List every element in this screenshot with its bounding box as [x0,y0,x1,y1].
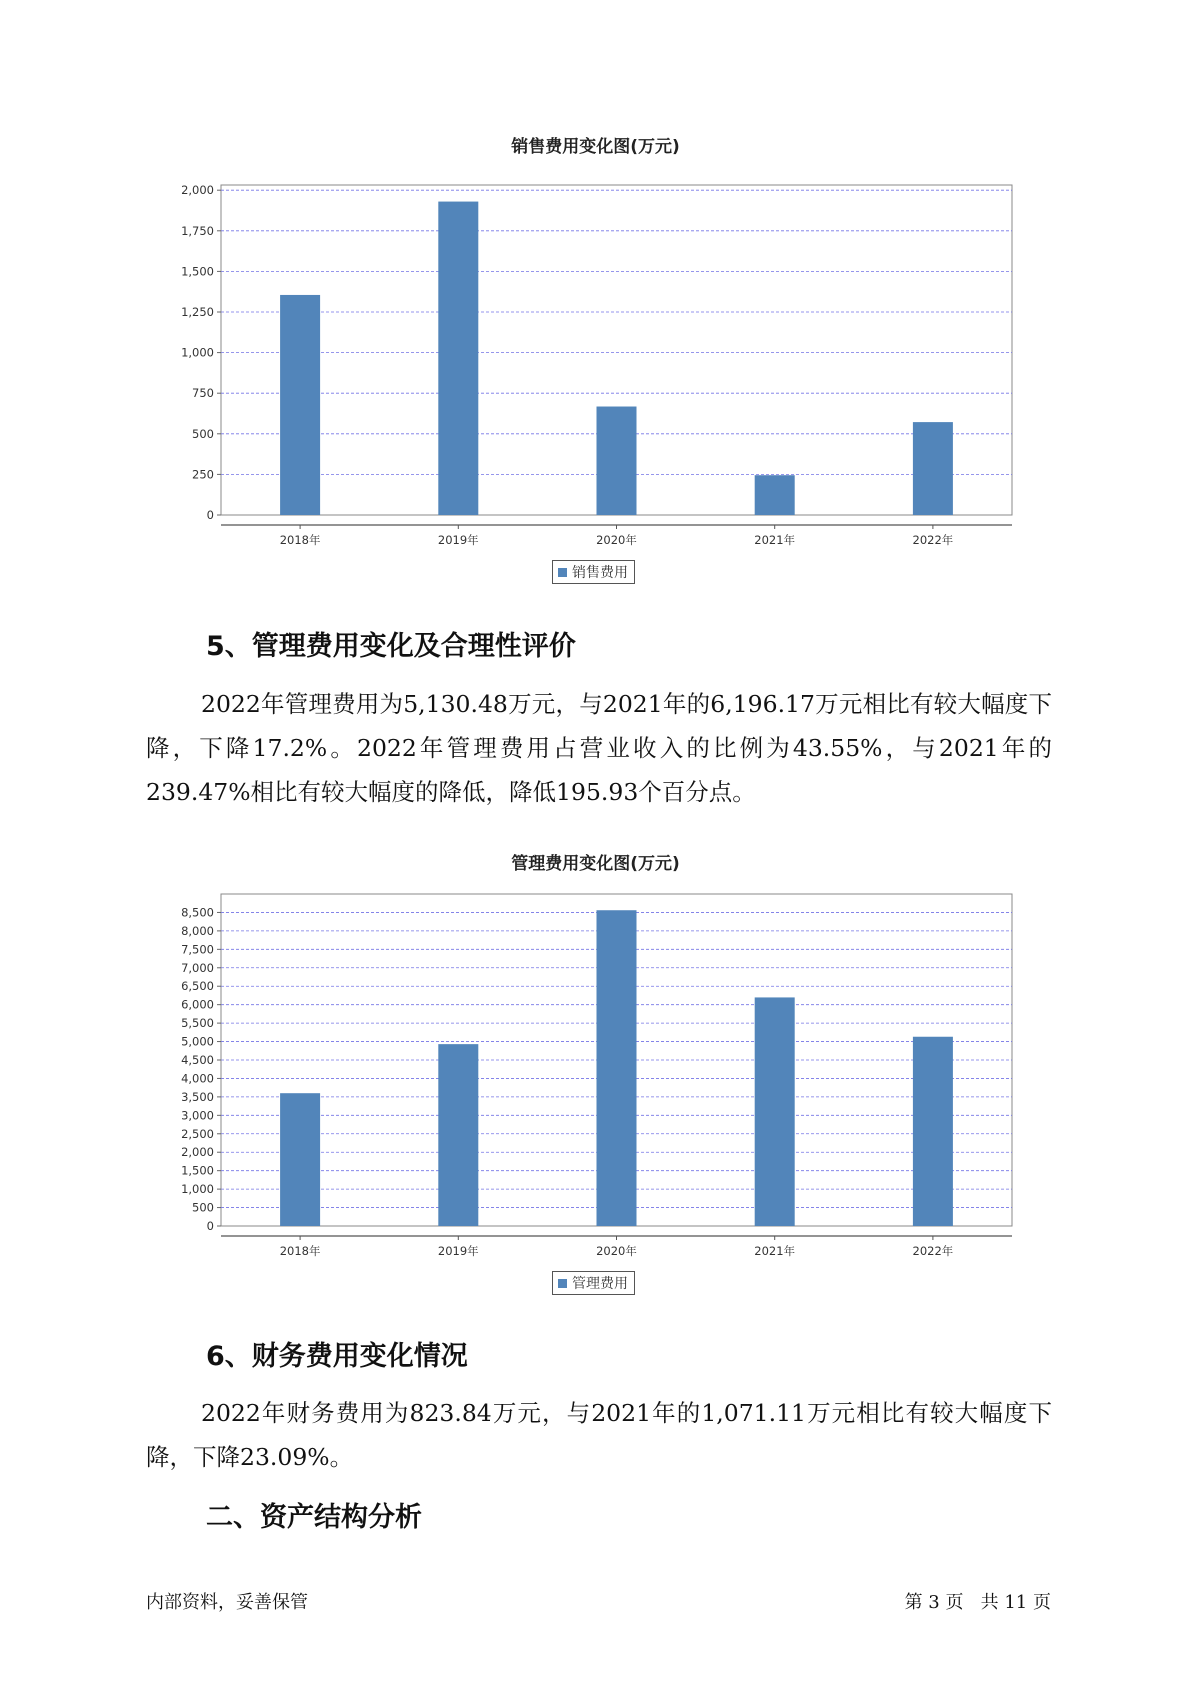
fin-expense-paragraph: 2022年财务费用为823.84万元，与2021年的1,071.11万元相比有较大幅度下降，下降23.09%。 [146,1399,1052,1471]
x-tick-label: 2019年 [437,533,479,547]
sales-chart-title: 销售费用变化图(万元) [511,137,680,157]
y-tick-label: 500 [192,1200,214,1215]
legend-swatch [558,1279,567,1288]
mgmt-expense-heading: 5、管理费用变化及合理性评价 [206,631,576,662]
sales-chart-legend [552,560,635,584]
footer-confidential-note: 内部资料，妥善保管 [146,1592,308,1613]
y-tick-label: 1,500 [181,264,214,279]
x-tick-label: 2020年 [596,1244,637,1258]
x-tick-label: 2021年 [754,1244,796,1258]
y-tick-label: 1,000 [181,345,214,360]
y-tick-label: 5,000 [181,1034,214,1049]
x-tick-label: 2018年 [279,1244,321,1258]
y-tick-label: 8,000 [181,923,214,938]
y-tick-label: 4,500 [181,1053,214,1067]
asset-structure-heading: 二、资产结构分析 [206,1502,422,1533]
sales-expense-chart [0,165,1191,545]
y-tick-label: 2,000 [181,1145,214,1160]
y-tick-label: 7,000 [181,960,214,975]
bar [755,997,795,1226]
legend-label: 销售费用 [572,565,628,581]
mgmt-chart-title: 管理费用变化图(万元) [511,854,680,874]
y-tick-label: 1,500 [181,1163,214,1178]
bar [755,475,795,515]
x-tick-label: 2021年 [754,533,796,547]
bar [438,1044,478,1226]
y-tick-label: 0 [206,508,214,522]
y-tick-label: 1,250 [181,304,214,319]
y-tick-label: 3,000 [181,1108,214,1123]
y-tick-label: 500 [192,426,214,441]
y-tick-label: 1,750 [181,223,214,238]
bar [438,202,478,515]
y-tick-label: 2,500 [181,1126,214,1141]
bar [913,422,953,515]
mgmt-chart-legend [552,1271,635,1295]
y-tick-label: 0 [206,1219,214,1233]
x-tick-label: 2019年 [437,1244,479,1258]
bar [913,1037,953,1226]
x-tick-label: 2018年 [279,533,321,547]
bar [280,295,320,515]
x-tick-label: 2022年 [912,1244,954,1258]
bar [280,1093,320,1226]
legend-label: 管理费用 [572,1276,628,1292]
y-tick-label: 8,500 [181,905,214,920]
fin-expense-heading: 6、财务费用变化情况 [206,1341,468,1372]
footer-page-number: 第 3 页 共 11 页 [904,1592,1051,1613]
y-tick-label: 6,500 [181,979,214,994]
y-tick-label: 6,000 [181,997,214,1012]
x-tick-label: 2022年 [912,533,954,547]
y-tick-label: 250 [192,467,214,482]
mgmt-expense-paragraph: 2022年管理费用为5,130.48万元，与2021年的6,196.17万元相比有较大幅度下降，下降17.2%。2022年管理费用占营业收入的比例为43.55%，与2021年的239.47%相比有较大幅度的降低，降低195.93个百分点。 [146,690,1052,806]
x-tick-label: 2020年 [596,533,637,547]
legend-swatch [558,568,567,577]
y-tick-label: 1,000 [181,1182,214,1197]
bar [597,910,637,1226]
y-tick-label: 4,000 [181,1071,214,1086]
y-tick-label: 5,500 [181,1016,214,1031]
mgmt-expense-chart [0,885,1191,1265]
y-tick-label: 2,000 [181,183,214,198]
y-tick-label: 7,500 [181,942,214,957]
y-tick-label: 3,500 [181,1089,214,1104]
bar [597,407,637,515]
y-tick-label: 750 [192,386,214,401]
